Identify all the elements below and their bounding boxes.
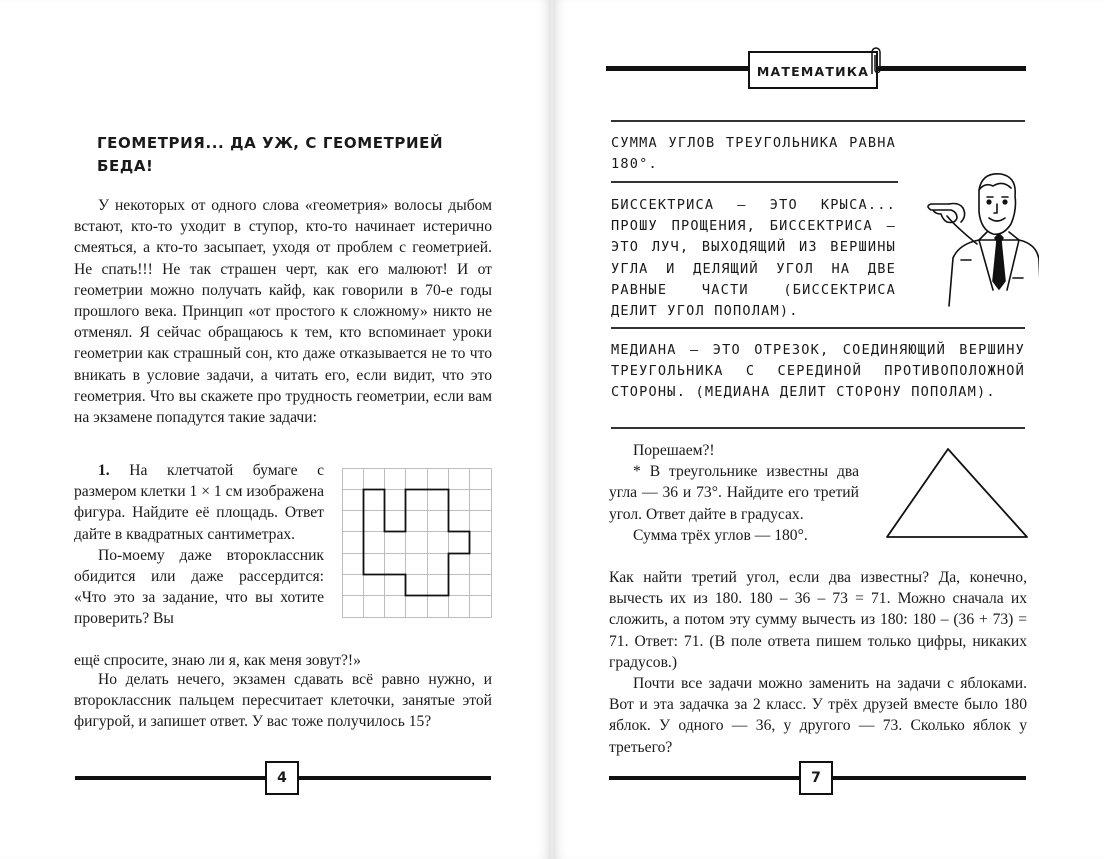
page-number: 7 bbox=[799, 761, 833, 795]
solution-paragraph: Как найти третий угол, если два известны? Да, конечно, вычесть их из 180. 180 – 36 – 73 = 71. Можно сначала их сложить, а потом эту сумму вычесть из 180: 180 – (36 + 73) = 71. Ответ: 71. (В поле ответа пишем только цифры, никаких градусов.) bbox=[609, 569, 1027, 671]
note-rule-3 bbox=[611, 327, 1025, 329]
left-page bbox=[0, 0, 551, 859]
lets-solve: Порешаем?! bbox=[633, 442, 715, 459]
note-rule-2 bbox=[611, 181, 898, 183]
task-1-comment-end: ещё спросите, знаю ли я, как меня зовут?!» bbox=[74, 652, 361, 669]
solution-block bbox=[609, 567, 1027, 758]
footer-rule-left bbox=[609, 776, 799, 780]
task-1-number: 1. bbox=[98, 462, 110, 479]
task-1-comment: По-моему даже второклассник обидится или даже рассердится: «Что это за задание, что вы хотите проверить? Вы bbox=[74, 546, 324, 628]
conclusion-paragraph: Но делать нечего, экзамен сдавать всё равно нужно, и второклассник пальцем пересчитает клеточки, занятые этой фигурой, и запишет ответ. У вас тоже получилось 15? bbox=[74, 671, 492, 731]
intro-paragraph: У некоторых от одного слова «геометрия» волосы дыбом встают, кто-то уходит в ступор, кто-то начинает истерично смеяться, а кто-то засыпает, уходя от проблем с геометрией. Не спать!!! Не так страшен черт, как его малюют! И от геометрии можно получать кайф, как говорили в 70-е годы прошлого века. Принцип «от простого к сложному» никто не отменял. Я сейчас обращаюсь к тем, кто вспоминает уроки геометрии как страшный сон, кто даже отказывается не то что вникать в условие задачи, а читать его, если видит, что это геометрия. Что вы скажете про трудность геометрии, если вам на экзамене попадутся такие задачи: bbox=[74, 197, 492, 427]
figure-outline bbox=[364, 490, 470, 596]
task-1 bbox=[74, 460, 324, 630]
grid-figure bbox=[342, 468, 492, 618]
note-bisector: БИССЕКТРИСА — ЭТО КРЫСА... ПРОШУ ПРОЩЕНИЯ, БИССЕКТРИСА — ЭТО ЛУЧ, ВЫХОДЯЩИЙ ИЗ ВЕРШИНЫ УГЛА И ДЕЛЯЩИЙ УГОЛ НА ДВЕ РАВНЫЕ ЧАСТИ (БИССЕКТРИСА ДЕЛИТ УГОЛ ПОПОЛАМ). bbox=[611, 197, 896, 320]
intro-text bbox=[74, 195, 492, 428]
note-rule-bottom bbox=[611, 427, 1025, 429]
apples-paragraph: Почти все задачи можно заменить на задачи с яблоками. Вот и эта задачка за 2 класс. У трёх друзей вместе было 180 яблок. У одного — 36, у другого — 73. Сколько яблок у третьего? bbox=[609, 675, 1027, 756]
note-angle-sum: СУММА УГЛОВ ТРЕУГОЛЬНИКА РАВНА 180°. bbox=[611, 135, 896, 173]
task-star: * В треугольнике известны два угла — 36 и 73°. Найдите его третий угол. Ответ дайте в градусах. bbox=[609, 463, 859, 523]
paperclip-icon bbox=[868, 44, 882, 76]
solve-section bbox=[609, 440, 859, 546]
task-1-statement bbox=[74, 460, 324, 545]
right-page bbox=[553, 0, 1104, 859]
triangle-figure bbox=[883, 445, 1033, 540]
conclusion-block bbox=[74, 669, 492, 733]
note-median: МЕДИАНА — ЭТО ОТРЕЗОК, СОЕДИНЯЮЩИЙ ВЕРШИНУ ТРЕУГОЛЬНИКА С СЕРЕДИНОЙ ПРОТИВОПОЛОЖНОЙ СТОРОНЫ. (МЕДИАНА ДЕЛИТ СТОРОНУ ПОПОЛАМ). bbox=[611, 342, 1025, 401]
sum-line: Сумма трёх углов — 180°. bbox=[633, 526, 808, 544]
task-1-text: На клетчатой бумаге с размером клетки 1 × 1 см изображена фигура. Найдите её площадь. Ответ дайте в квадратных сантиметрах. bbox=[74, 462, 324, 543]
teacher-illustration bbox=[919, 168, 1039, 308]
header-label: МАТЕМАТИКА bbox=[748, 51, 878, 89]
footer-rule-left bbox=[75, 776, 265, 780]
footer-rule-right bbox=[298, 776, 491, 780]
note-rule-top bbox=[611, 120, 1025, 122]
section-title: ГЕОМЕТРИЯ... ДА УЖ, С ГЕОМЕТРИЕЙ БЕДА! bbox=[97, 134, 444, 175]
footer-rule-right bbox=[832, 776, 1026, 780]
page-number: 4 bbox=[265, 761, 299, 795]
